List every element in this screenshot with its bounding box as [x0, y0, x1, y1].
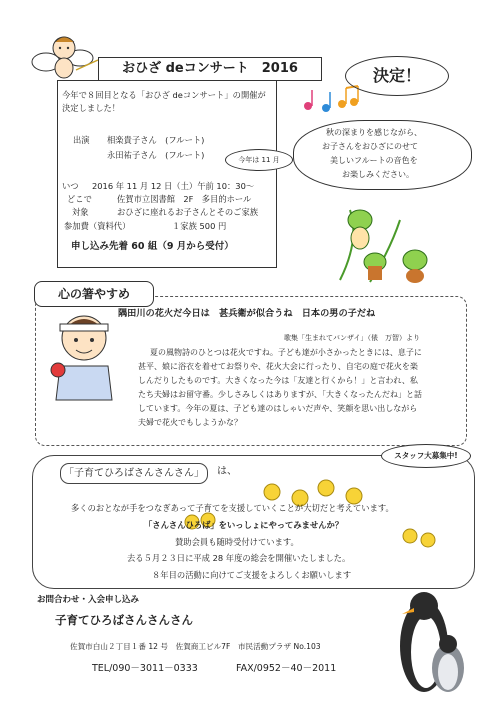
column-line-4: たち夫婦はお留守番。少しさみしくはありますが、「大きくなったんだね」と話	[138, 390, 422, 399]
column-line-1: 夏の風物詩のひとつは花火ですね。子ども達が小さかったときには、息子に	[150, 348, 422, 357]
intro-line-1: 今年で８回目となる「おひざ deコンサート」の開催が	[62, 90, 266, 100]
performer-1: 相楽貴子さん (フルート)	[107, 135, 205, 145]
column-line-2: 甚平、娘に浴衣を着せてお祭りや、花火大会に行ったり、自宅の庭で花火を楽	[138, 362, 418, 371]
staff-recruiting-bubble: スタッフ大募集中!	[381, 444, 471, 468]
bubble-line-3: 美しいフルートの音色を	[330, 156, 418, 165]
hiroba-line-4: 去る５月２３日に平成 28 年度の総会を開催いたしました。	[127, 553, 351, 563]
column-headline: 隅田川の花火だ今日は 甚兵衛が似合うね 日本の男の子だね	[118, 308, 376, 319]
music-notes-icon	[300, 84, 362, 118]
decided-bubble: 決定！	[345, 56, 449, 96]
when-value: 2016 年 11 月 12 日（土）午前 10：30～	[92, 181, 255, 191]
target-label: 対象	[72, 207, 89, 217]
penguin-illustration	[394, 584, 470, 702]
hiroba-name-box: 「子育てひろばさんさんさん」	[60, 463, 208, 484]
column-line-6: 夫婦で花火でもしようかな？	[138, 418, 242, 427]
concert-title: おひざ deコンサート 2016	[98, 57, 322, 81]
fee-value: １家族 500 円	[172, 221, 227, 231]
performer-2: 永田祐子さん (フルート)	[107, 150, 205, 160]
contact-label: お問合わせ・入会申し込み	[37, 595, 140, 605]
intro-line-2: 決定しました！	[62, 103, 121, 113]
bubble-line-1: 秋の深まりを感じながら、	[326, 128, 422, 137]
frog-musicians-illustration	[330, 200, 442, 284]
column-line-3: しんだりしたものです。大きくなった今は「友達と行くから！」と言われ、私	[138, 376, 418, 385]
when-label: いつ	[62, 181, 79, 191]
bubble-line-2: お子さんをおひざにのせて	[322, 142, 418, 151]
this-year-bubble: 今年は 11 月	[225, 149, 293, 171]
application-note: 申し込み先着 60 組（9 月から受付）	[71, 241, 234, 252]
fee-label: 参加費（資料代）	[64, 221, 131, 231]
bubble-line-4: お楽しみください。	[342, 170, 414, 179]
performers-label: 出演	[73, 135, 90, 145]
target-value: おひざに座れるお子さんとそのご家族	[117, 207, 259, 217]
hiroba-line-3: 賛助会員も随時受付けています。	[175, 537, 299, 547]
column-credit: 歌集「生まれてバンザイ」（俵 万智）より	[284, 334, 421, 342]
hiroba-name-suffix: は、	[217, 466, 237, 477]
autumn-message-bubble	[293, 120, 472, 190]
column-line-5: しています。今年の夏は、子ども達のはしゃいだ声や、笑顔を思い出しながら	[138, 404, 418, 413]
hiroba-line-1: 多くのおとなが手をつなぎあって子育てを支援していくことが大切だと考えています。	[71, 503, 394, 513]
column-tab: 心の箸やすめ	[34, 281, 154, 307]
hiroba-line-5: ８年目の活動に向けてご支援をよろしくお願いします	[152, 570, 352, 580]
where-value: 佐賀市立図書館 2F 多目的ホール	[117, 194, 252, 204]
contact-address: 佐賀市白山２丁目１番 12 号 佐賀商工ビル7F 市民活動プラザ No.103	[70, 642, 321, 651]
contact-org: 子育てひろばさんさんさん	[55, 613, 193, 627]
contact-tel: TEL/090－3011－0333	[92, 663, 198, 674]
contact-fax: FAX/0952－40－2011	[236, 663, 337, 674]
hiroba-line-2: 「さんさんひろば」をいっしょにやってみませんか？	[144, 520, 344, 530]
where-label: どこで	[67, 194, 92, 204]
